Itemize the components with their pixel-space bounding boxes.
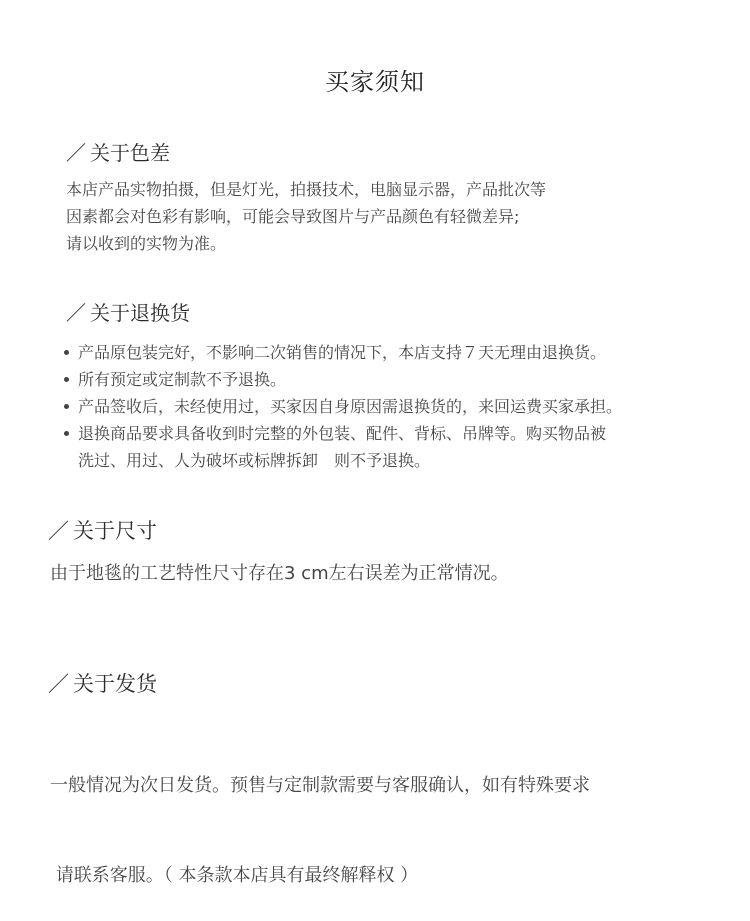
slash-mark: ／ — [66, 301, 86, 325]
list-item-text: 退换商品要求具备收到时完整的外包装、配件、背标、吊牌等。购买物品被 — [78, 424, 607, 443]
section-body-color — [66, 176, 546, 257]
paragraph-line: 一般情况为次日发货。预售与定制款需要与客服确认，如有特殊要求 — [50, 775, 590, 796]
section-body-size — [50, 559, 509, 589]
list-item-text: 所有预定或定制款不予退换。 — [78, 370, 287, 389]
section-body-returns — [64, 339, 622, 474]
slash-mark: ／ — [66, 141, 86, 165]
section-body-shipping — [50, 711, 590, 921]
list-item — [64, 393, 622, 420]
section-heading-color-text: 关于色差 — [90, 141, 170, 165]
section-heading-shipping-text: 关于发货 — [73, 672, 157, 696]
section-heading-returns-text: 关于退换货 — [90, 301, 190, 325]
list-item — [64, 420, 622, 474]
section-heading-shipping — [48, 668, 157, 698]
section-heading-color — [66, 137, 170, 166]
list-item-text: 产品原包装完好，不影响二次销售的情况下，本店支持７天无理由退换货。 — [78, 343, 607, 362]
bullet-icon — [64, 404, 69, 409]
bullet-icon — [64, 350, 69, 355]
bullet-icon — [64, 377, 69, 382]
slash-mark: ／ — [48, 519, 69, 543]
section-heading-returns — [66, 297, 190, 326]
paragraph-line: 因素都会对色彩有影响，可能会导致图片与产品颜色有轻微差异; — [66, 207, 520, 226]
list-item-text: 产品签收后，未经使用过，买家因自身原因需退换货的，来回运费买家承担。 — [78, 397, 623, 416]
list-item-text-continued: 洗过、用过、人为破坏或标牌拆卸 则不予退换。 — [78, 451, 431, 470]
list-item — [64, 339, 622, 366]
list-item — [64, 366, 622, 393]
section-heading-size-text: 关于尺寸 — [73, 519, 157, 543]
section-heading-size — [48, 515, 157, 545]
paragraph-line: 请联系客服。（ 本条款本店具有最终解释权 ） — [50, 865, 419, 886]
bullet-icon — [64, 431, 69, 436]
paragraph-line: 请以收到的实物为准。 — [66, 234, 227, 253]
slash-mark: ／ — [48, 672, 69, 696]
paragraph-line: 由于地毯的工艺特性尺寸存在3 cm左右误差为正常情况。 — [50, 563, 509, 584]
paragraph-line: 本店产品实物拍摄，但是灯光，拍摄技术，电脑显示器，产品批次等 — [66, 180, 547, 199]
page-title: 买家须知 — [325, 68, 425, 96]
